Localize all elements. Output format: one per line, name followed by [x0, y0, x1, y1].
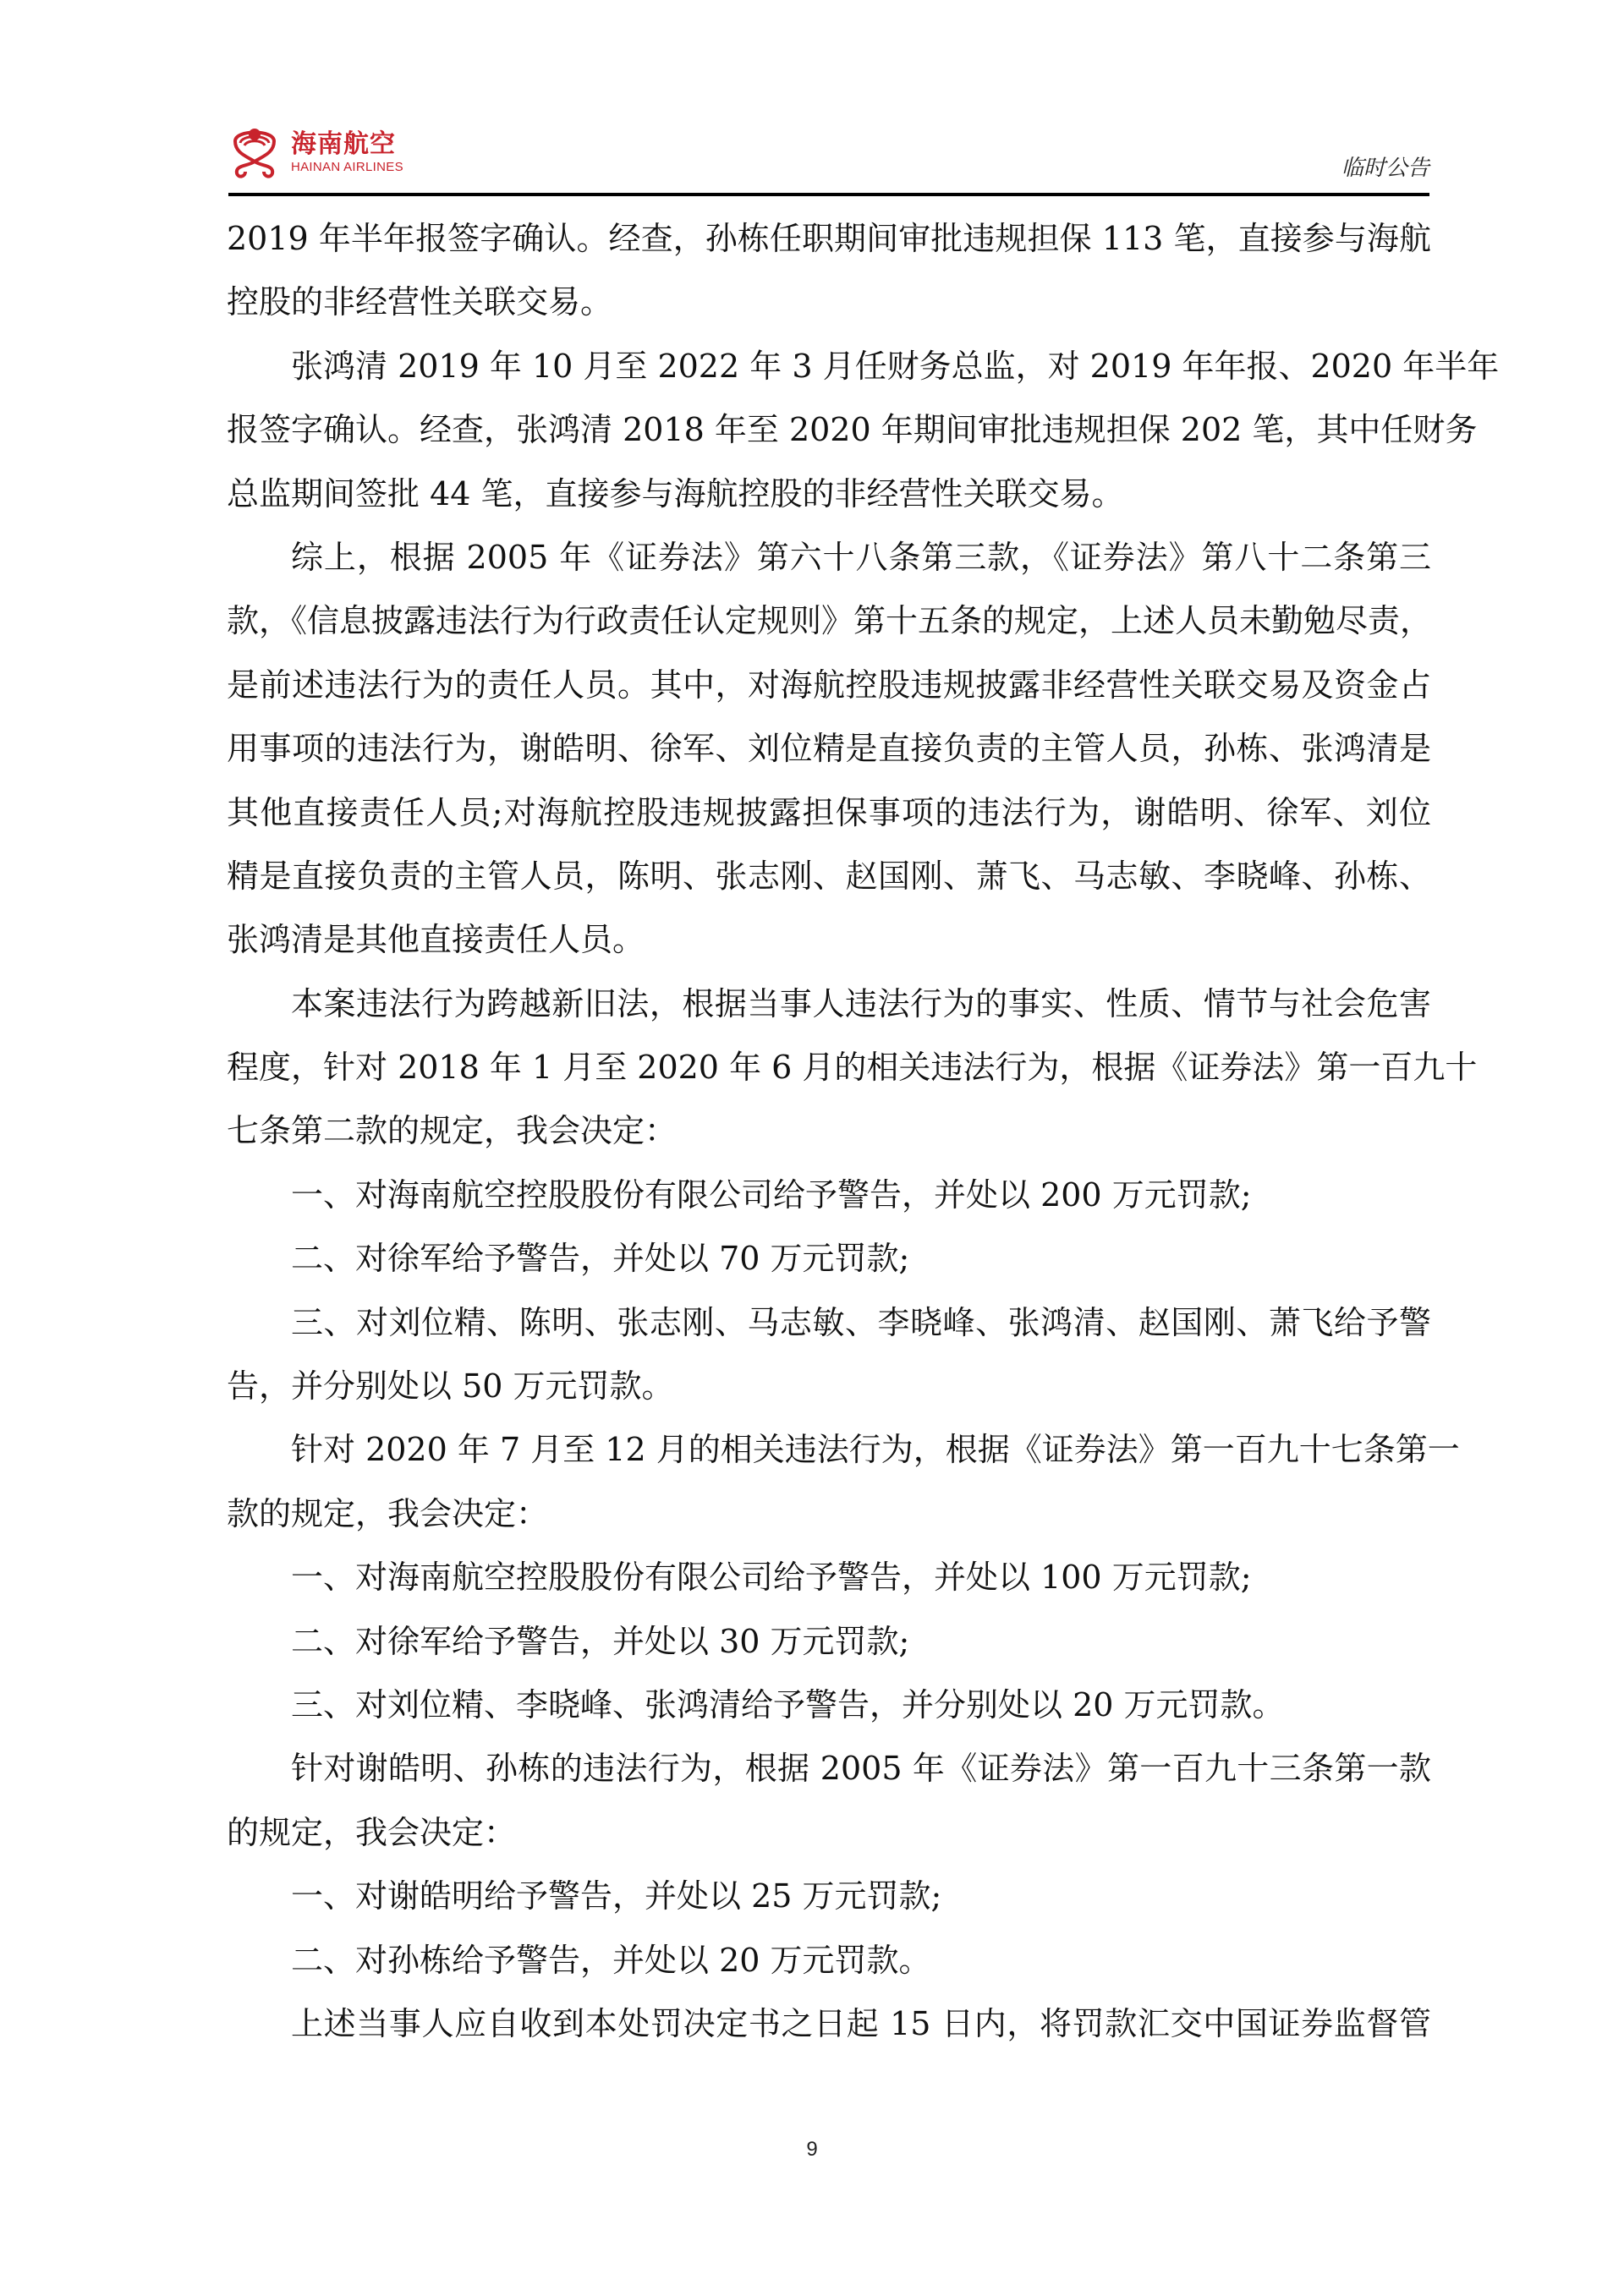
- line-text: 2019 年半年报签字确认。经查，孙栋任职期间审批违规担保 113 笔，直接参与海航: [227, 220, 1431, 257]
- paragraph-line: [227, 1546, 1431, 1609]
- line-text: 一、对谢皓明给予警告，并处以 25 万元罚款;: [291, 1877, 942, 1915]
- paragraph-line: [227, 398, 1478, 462]
- line-text: 二、对孙栋给予警告，并处以 20 万元罚款。: [291, 1941, 931, 1979]
- paragraph-line: [227, 717, 1431, 781]
- line-text: 针对 2020 年 7 月至 12 月的相关违法行为，根据《证券法》第一百九十七条第一: [291, 1431, 1460, 1469]
- header-divider: [228, 193, 1429, 196]
- paragraph-line: [227, 1610, 1431, 1674]
- line-text: 总监期间签批 44 笔，直接参与海航控股的非经营性关联交易。: [227, 474, 1124, 512]
- paragraph-line: [227, 845, 1431, 908]
- paragraph-line: [227, 908, 1431, 972]
- line-text: 一、对海南航空控股股份有限公司给予警告，并处以 100 万元罚款;: [291, 1559, 1252, 1597]
- paragraph-line: [227, 1164, 1431, 1227]
- line-text: 综上，根据 2005 年《证券法》第六十八条第三款，《证券法》第八十二条第三: [291, 538, 1431, 576]
- line-text: 报签字确认。经查，张鸿清 2018 年至 2020 年期间审批违规担保 202 笔，其中任财务: [227, 411, 1478, 449]
- paragraph-line: [227, 1099, 1431, 1163]
- line-text: 精是直接负责的主管人员，陈明、张志刚、赵国刚、萧飞、马志敏、李晓峰、孙栋、: [227, 857, 1431, 895]
- paragraph-line: [227, 1737, 1431, 1800]
- paragraph-line: [227, 781, 1431, 845]
- paragraph-line: [227, 1418, 1460, 1482]
- paragraph-line: [227, 1291, 1431, 1355]
- paragraph-line: [227, 1674, 1431, 1737]
- line-text: 是前述违法行为的责任人员。其中，对海航控股违规披露非经营性关联交易及资金占: [227, 666, 1431, 704]
- line-text: 用事项的违法行为，谢皓明、徐军、刘位精是直接负责的主管人员，孙栋、张鸿清是: [227, 730, 1431, 768]
- line-text: 三、对刘位精、李晓峰、张鸿清给予警告，并分别处以 20 万元罚款。: [291, 1685, 1285, 1723]
- paragraph-line: [227, 207, 1431, 271]
- line-text: 七条第二款的规定，我会决定：: [227, 1112, 678, 1150]
- paragraph-line: [227, 463, 1431, 526]
- paragraph-line: [227, 1036, 1478, 1099]
- paragraph-line: [227, 654, 1431, 717]
- paragraph-line: [227, 1929, 1431, 1992]
- paragraph-line: [227, 1801, 1431, 1865]
- page-number: 9: [806, 2138, 818, 2161]
- line-text: 二、对徐军给予警告，并处以 70 万元罚款;: [291, 1240, 910, 1278]
- paragraph-line: [227, 973, 1431, 1036]
- line-text: 控股的非经营性关联交易。: [227, 283, 613, 321]
- paragraph-line: [227, 1482, 1431, 1546]
- paragraph-line: [227, 1865, 1431, 1928]
- document-body: [227, 207, 1500, 2056]
- line-text: 上述当事人应自收到本处罚决定书之日起 15 日内，将罚款汇交中国证券监督管: [291, 2004, 1431, 2042]
- line-text: 三、对刘位精、陈明、张志刚、马志敏、李晓峰、张鸿清、赵国刚、萧飞给予警: [291, 1303, 1431, 1341]
- hainan-airlines-logo: [228, 118, 403, 186]
- line-text: 告，并分别处以 50 万元罚款。: [227, 1367, 674, 1406]
- paragraph-line: [227, 271, 1431, 334]
- line-text: 其他直接责任人员;对海航控股违规披露担保事项的违法行为，谢皓明、徐军、刘位: [227, 793, 1431, 831]
- paragraph-line: [227, 526, 1431, 589]
- line-text: 张鸿清 2019 年 10 月至 2022 年 3 月任财务总监，对 2019 年年报、2020 年半年: [291, 347, 1500, 385]
- line-text: 款，《信息披露违法行为行政责任认定规则》第十五条的规定，上述人员未勤勉尽责，: [227, 602, 1433, 640]
- line-text: 张鸿清是其他直接责任人员。: [227, 921, 645, 959]
- logo-chinese-name: 海南航空: [291, 129, 396, 159]
- paragraph-line: [227, 335, 1500, 398]
- paragraph-line: [227, 1355, 1431, 1418]
- line-text: 的规定，我会决定：: [227, 1813, 517, 1851]
- line-text: 一、对海南航空控股股份有限公司给予警告，并处以 200 万元罚款;: [291, 1175, 1252, 1214]
- line-text: 二、对徐军给予警告，并处以 30 万元罚款;: [291, 1622, 910, 1660]
- document-type-label: 临时公告: [1341, 156, 1429, 181]
- paragraph-line: [227, 589, 1431, 653]
- hainan-airlines-emblem-icon: [228, 123, 281, 182]
- line-text: 本案违法行为跨越新旧法，根据当事人违法行为的事实、性质、情节与社会危害: [291, 984, 1431, 1022]
- line-text: 针对谢皓明、孙栋的违法行为，根据 2005 年《证券法》第一百九十三条第一款: [291, 1750, 1431, 1788]
- page-header: [228, 118, 1429, 199]
- paragraph-line: [227, 1227, 1431, 1290]
- line-text: 款的规定，我会决定：: [227, 1494, 549, 1532]
- logo-english-name: HAINAN AIRLINES: [291, 160, 403, 174]
- paragraph-line: [227, 1992, 1431, 2056]
- line-text: 程度，针对 2018 年 1 月至 2020 年 6 月的相关违法行为，根据《证券法》第一百九十: [227, 1049, 1478, 1087]
